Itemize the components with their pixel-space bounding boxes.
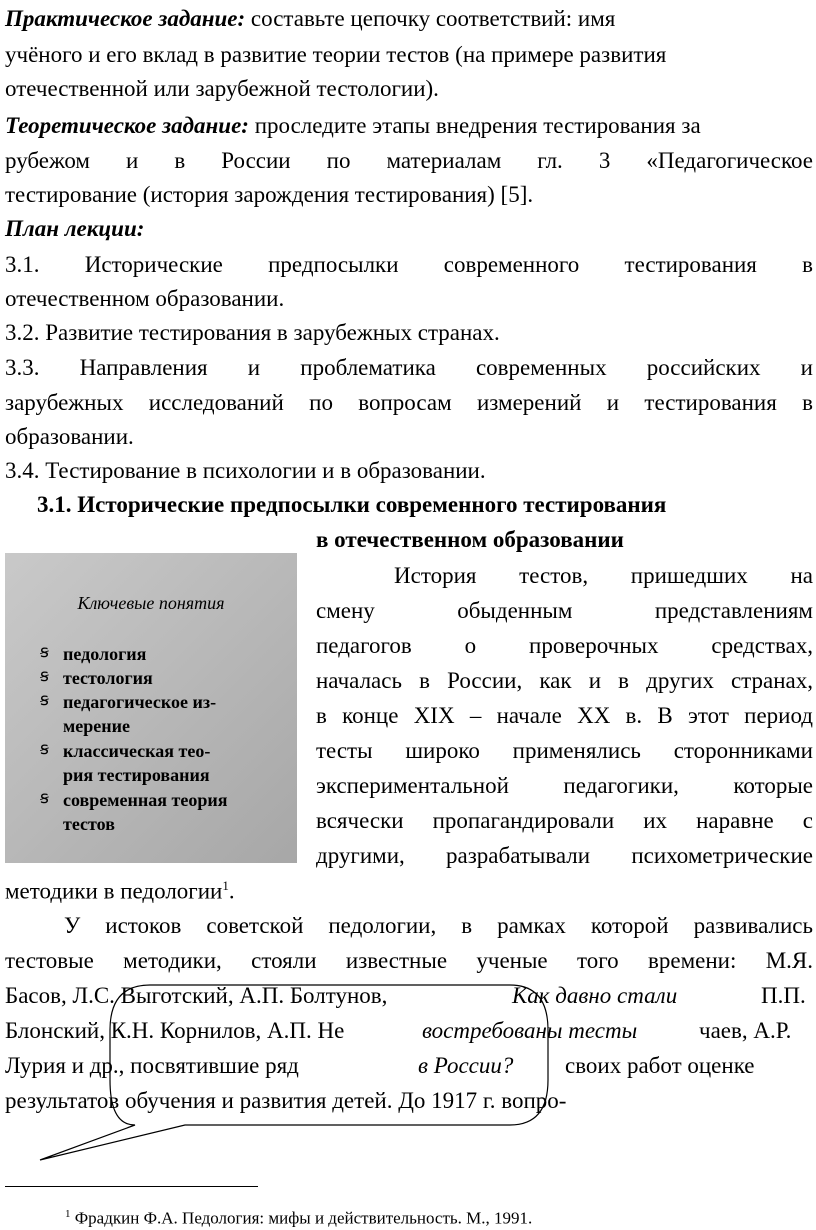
plan-item-3-line1: 3.3. Направления и проблематика современных российских и [5, 355, 813, 380]
plan-item-2: 3.2. Развитие тестирования в зарубежных странах. [5, 320, 500, 345]
callout-text-1: Как давно стали [512, 983, 678, 1008]
body-p1-line7: экспериментальной педагогики, которые [316, 773, 813, 798]
footnote [65, 1203, 532, 1230]
plan-item-1-line2: отечественном образовании. [5, 286, 285, 311]
body-p1-line2: смену обыденным представлениям [316, 598, 813, 623]
body-p2-line3c: П.П. [761, 983, 806, 1008]
plan-label: План лекции: [5, 216, 145, 241]
body-p1-line5: в конце XIX – начале XX в. В этот период [316, 703, 813, 728]
plan-item-1-line1: 3.1. Исторические предпосылки современного тестирования в [5, 252, 813, 277]
body-p1-line3: педагогов о проверочных средствах, [316, 633, 813, 658]
key-concept-item: педология [63, 644, 147, 664]
theoretical-task-line3: тестирование (история зарождения тестирования) [5]. [5, 182, 534, 207]
theoretical-task-line1: Теоретическое задание: проследите этапы внедрения тестирования за [5, 113, 701, 138]
section-heading-line2: в отечественном образовании [316, 527, 624, 552]
body-p1-line4: началась в России, как и в других странах, [316, 668, 813, 693]
theoretical-task-line2: рубежом и в России по материалам гл. 3 «Педагогическое [5, 148, 813, 173]
body-p2-line1: У истоков советской педологии, в рамках которой развивались [64, 913, 813, 938]
section-heading-line1: 3.1. Исторические предпосылки современного тестирования [37, 492, 667, 517]
key-concepts-title: Ключевые понятия [77, 593, 225, 613]
key-concept-item: классическая тео- [63, 741, 211, 761]
bullet-icon: ꞩ [40, 666, 49, 685]
footnote-mark: 1 [65, 1208, 71, 1220]
callout-text-3: в России? [418, 1053, 514, 1078]
plan-item-3-line2: зарубежных исследований по вопросам измерений и тестирования в [5, 390, 813, 415]
bullet-icon: ꞩ [40, 642, 49, 661]
plan-item-4: 3.4. Тестирование в психологии и в образовании. [5, 458, 486, 483]
key-concept-item: педагогическое из- [63, 692, 217, 712]
key-concept-item: тестология [63, 668, 153, 688]
key-concept-item-cont: рия тестирования [63, 765, 210, 785]
key-concept-item-cont: тестов [63, 814, 115, 834]
footnote-separator [5, 1186, 258, 1187]
bullet-icon: ꞩ [40, 739, 49, 758]
theoretical-task-label: Теоретическое задание: [5, 113, 249, 138]
footnote-text: Фрадкин Ф.А. Педология: мифы и действительность. М., 1991. [74, 1208, 533, 1228]
footnote-ref: 1 [222, 878, 229, 893]
body-p1-line6: тесты широко применялись сторонниками [316, 738, 813, 763]
body-p2-line2: тестовые методики, стояли известные ученые того времени: М.Я. [5, 948, 813, 973]
key-concept-item-cont: мерение [63, 716, 130, 736]
body-p1-line10: методики в педологии$^1$. [5, 878, 235, 904]
bullet-icon: ꞩ [40, 788, 49, 807]
body-p1-line9: другими, разрабатывали психометрические [316, 843, 813, 868]
practical-task-line2: учёного и его вклад в развитие теории тестов (на примере развития [5, 42, 667, 67]
practical-task-line1: Практическое задание: составьте цепочку соответствий: имя [5, 6, 616, 31]
bullet-icon: ꞩ [40, 690, 49, 709]
practical-task-label: Практическое задание: [5, 6, 246, 31]
body-p2-line3a: Басов, Л.С. Выготский, А.П. Болтунов, [5, 983, 388, 1008]
body-p2-line6: результатов обучения и развития детей. До 1917 г. вопро- [5, 1088, 567, 1113]
body-p1-line8: всячески пропагандировали их наравне с [316, 808, 813, 833]
callout-text-2: востребованы тесты [422, 1018, 638, 1043]
body-p2-line5a: Лурия и др., посвятившие ряд [5, 1053, 299, 1078]
body-p1-line1: История тестов, пришедших на [394, 563, 813, 588]
body-p2-line5c: своих работ оценке [565, 1053, 755, 1078]
body-p2-line4c: чаев, А.Р. [699, 1018, 792, 1043]
practical-task-line3: отечественной или зарубежной тестологии). [5, 76, 439, 101]
plan-item-3-line3: образовании. [5, 424, 134, 449]
body-p2-line4a: Блонский, К.Н. Корнилов, А.П. Не [5, 1018, 345, 1043]
key-concept-item: современная теория [63, 790, 228, 810]
